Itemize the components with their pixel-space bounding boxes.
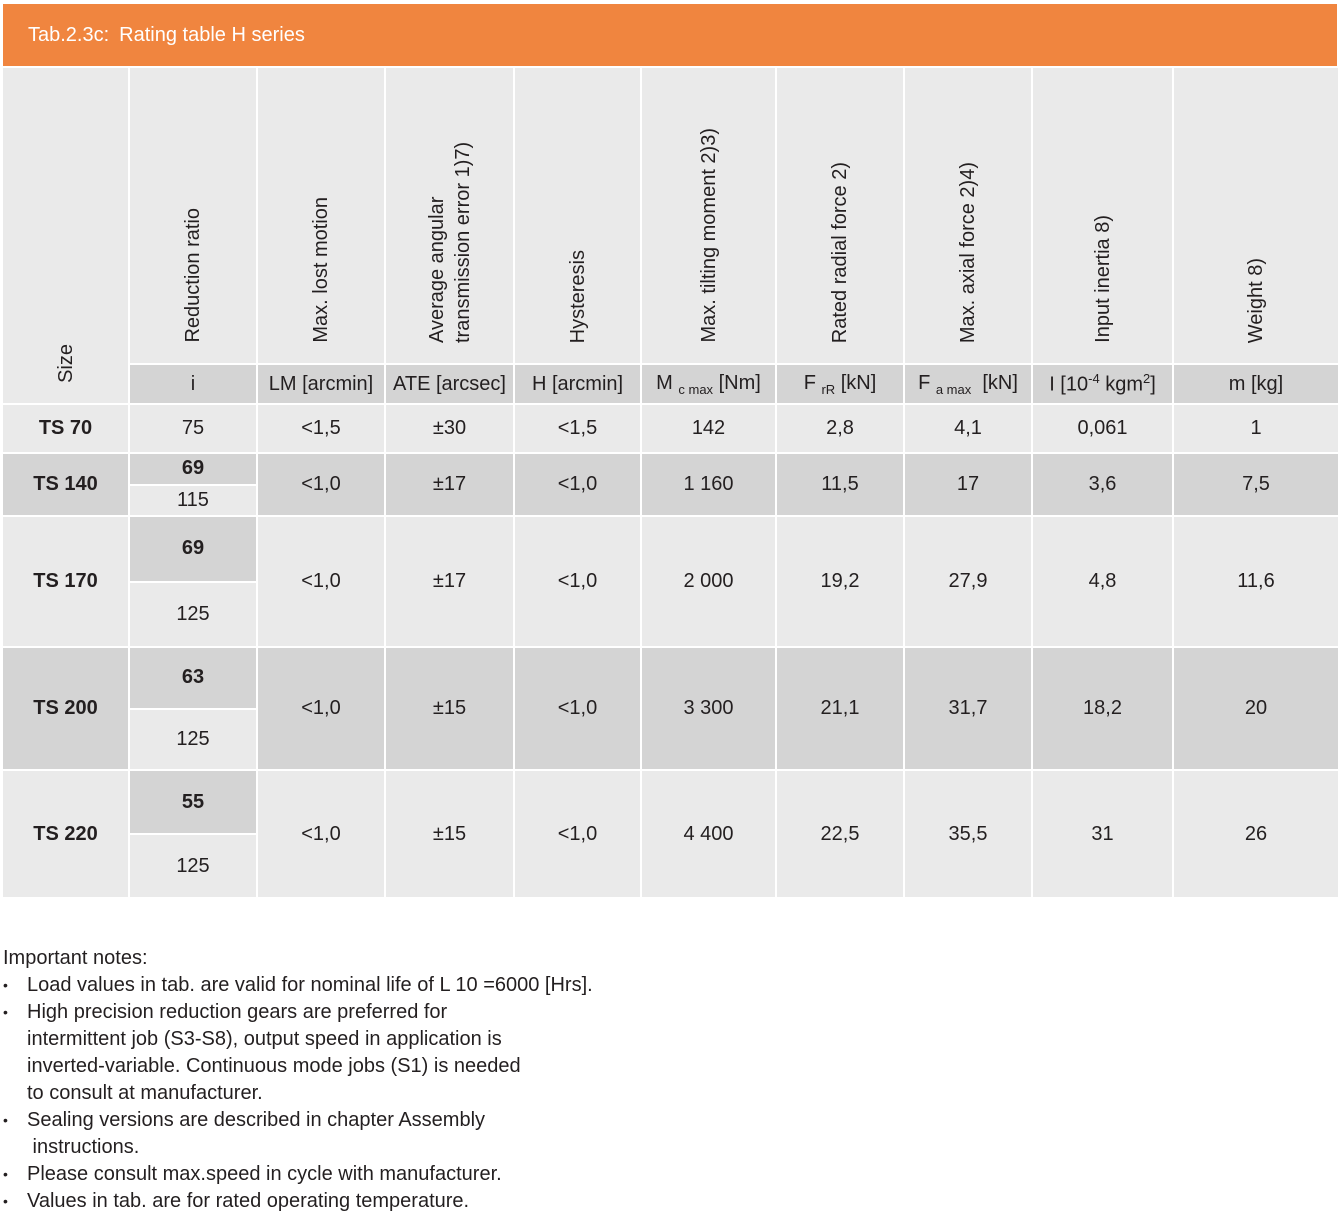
ratio-secondary: 125 — [130, 710, 256, 770]
header-input-inertia: Input inertia 8) — [1033, 68, 1172, 363]
ratio-secondary: 125 — [130, 835, 256, 897]
header-axial-force: Max. axial force 2)4) — [905, 68, 1031, 363]
weight-cell: 26 — [1174, 771, 1338, 897]
header-radial-force: Rated radial force 2) — [777, 68, 903, 363]
note-continuation: intermittent job (S3-S8), output speed in application is — [27, 1028, 502, 1050]
ate-cell: ±15 — [386, 771, 513, 897]
h-cell: <1,0 — [515, 454, 640, 515]
ratio-cell — [130, 771, 256, 897]
h-cell: <1,0 — [515, 517, 640, 646]
ate-cell: ±17 — [386, 517, 513, 646]
size-cell: TS 170 — [3, 517, 128, 646]
header-hysteresis: Hysteresis — [515, 68, 640, 363]
unit-fr: F $_{rR}$ [kN] — [777, 365, 903, 403]
fa-cell: 4,1 — [905, 405, 1031, 452]
ratio-cell: 75 — [130, 405, 256, 452]
ate-cell: ±15 — [386, 648, 513, 769]
ratio-primary: 69 — [130, 517, 256, 581]
ratio-primary: 55 — [130, 771, 256, 833]
header-ate: Average angular transmission error 1)7) — [386, 68, 513, 363]
fr-cell: 19,2 — [777, 517, 903, 646]
unit-lm: LM [arcmin] — [258, 365, 384, 403]
notes-heading: Important notes: — [3, 947, 148, 969]
weight-cell: 11,6 — [1174, 517, 1338, 646]
size-cell: TS 220 — [3, 771, 128, 897]
note-item: • Load values in tab. are valid for nominal life of L 10 =6000 [Hrs]. — [3, 972, 593, 999]
table-row — [3, 771, 1338, 897]
unit-h: H [arcmin] — [515, 365, 640, 403]
header-size: Size — [3, 68, 128, 403]
unit-i: i — [130, 365, 256, 403]
fr-cell: 22,5 — [777, 771, 903, 897]
fa-cell: 35,5 — [905, 771, 1031, 897]
table-title: Rating table H series — [119, 23, 305, 46]
fr-cell: 21,1 — [777, 648, 903, 769]
h-cell: <1,0 — [515, 771, 640, 897]
inertia-cell: 4,8 — [1033, 517, 1172, 646]
m-cell: 3 300 — [642, 648, 775, 769]
lm-cell: <1,0 — [258, 648, 384, 769]
unit-fa: F $_{a max}$ [kN] — [905, 365, 1031, 403]
size-cell: TS 200 — [3, 648, 128, 769]
table-row — [3, 648, 1338, 769]
inertia-cell: 3,6 — [1033, 454, 1172, 515]
unit-m: M $_{c max}$ [Nm] — [642, 365, 775, 403]
fr-cell: 11,5 — [777, 454, 903, 515]
important-notes — [3, 945, 593, 1215]
ratio-secondary: 125 — [130, 583, 256, 647]
table-row — [3, 454, 1338, 515]
m-cell: 1 160 — [642, 454, 775, 515]
ratio-cell — [130, 454, 256, 515]
ate-cell: ±17 — [386, 454, 513, 515]
weight-cell: 1 — [1174, 405, 1338, 452]
note-item: • High precision reduction gears are preferred for — [3, 999, 593, 1026]
weight-cell: 20 — [1174, 648, 1338, 769]
unit-weight: m [kg] — [1174, 365, 1338, 403]
m-cell: 2 000 — [642, 517, 775, 646]
unit-ate: ATE [arcsec] — [386, 365, 513, 403]
header-weight: Weight 8) — [1174, 68, 1338, 363]
h-cell: <1,5 — [515, 405, 640, 452]
inertia-cell: 31 — [1033, 771, 1172, 897]
fr-cell: 2,8 — [777, 405, 903, 452]
header-lost-motion: Max. lost motion — [258, 68, 384, 363]
note-continuation: inverted-variable. Continuous mode jobs (S1) is needed — [27, 1055, 521, 1077]
note-item: • Please consult max.speed in cycle with manufacturer. — [3, 1161, 593, 1188]
weight-cell: 7,5 — [1174, 454, 1338, 515]
header-reduction-ratio: Reduction ratio — [130, 68, 256, 363]
table-code: Tab.2.3c: — [28, 23, 110, 46]
ratio-cell — [130, 648, 256, 769]
note-continuation: instructions. — [27, 1136, 140, 1158]
note-continuation: to consult at manufacturer. — [27, 1082, 263, 1104]
h-cell: <1,0 — [515, 648, 640, 769]
inertia-cell: 18,2 — [1033, 648, 1172, 769]
size-cell: TS 70 — [3, 405, 128, 452]
table-row — [3, 517, 1338, 646]
lm-cell: <1,0 — [258, 517, 384, 646]
fa-cell: 31,7 — [905, 648, 1031, 769]
table-title-bar — [3, 4, 1337, 66]
note-item: • Values in tab. are for rated operating temperature. — [3, 1188, 593, 1215]
table-row — [3, 405, 1338, 452]
lm-cell: <1,5 — [258, 405, 384, 452]
fa-cell: 27,9 — [905, 517, 1031, 646]
ratio-secondary: 115 — [130, 486, 256, 516]
fa-cell: 17 — [905, 454, 1031, 515]
ratio-primary: 69 — [130, 454, 256, 484]
header-tilting-moment: Max. tilting moment 2)3) — [642, 68, 775, 363]
inertia-cell: 0,061 — [1033, 405, 1172, 452]
ratio-cell — [130, 517, 256, 646]
ate-cell: ±30 — [386, 405, 513, 452]
lm-cell: <1,0 — [258, 771, 384, 897]
m-cell: 142 — [642, 405, 775, 452]
ratio-primary: 63 — [130, 648, 256, 708]
rating-table — [1, 66, 1340, 899]
m-cell: 4 400 — [642, 771, 775, 897]
unit-inertia: I [$10^{-4}$ kgm$^2$] — [1033, 365, 1172, 403]
size-cell: TS 140 — [3, 454, 128, 515]
note-item: • Sealing versions are described in chapter Assembly — [3, 1107, 593, 1134]
lm-cell: <1,0 — [258, 454, 384, 515]
